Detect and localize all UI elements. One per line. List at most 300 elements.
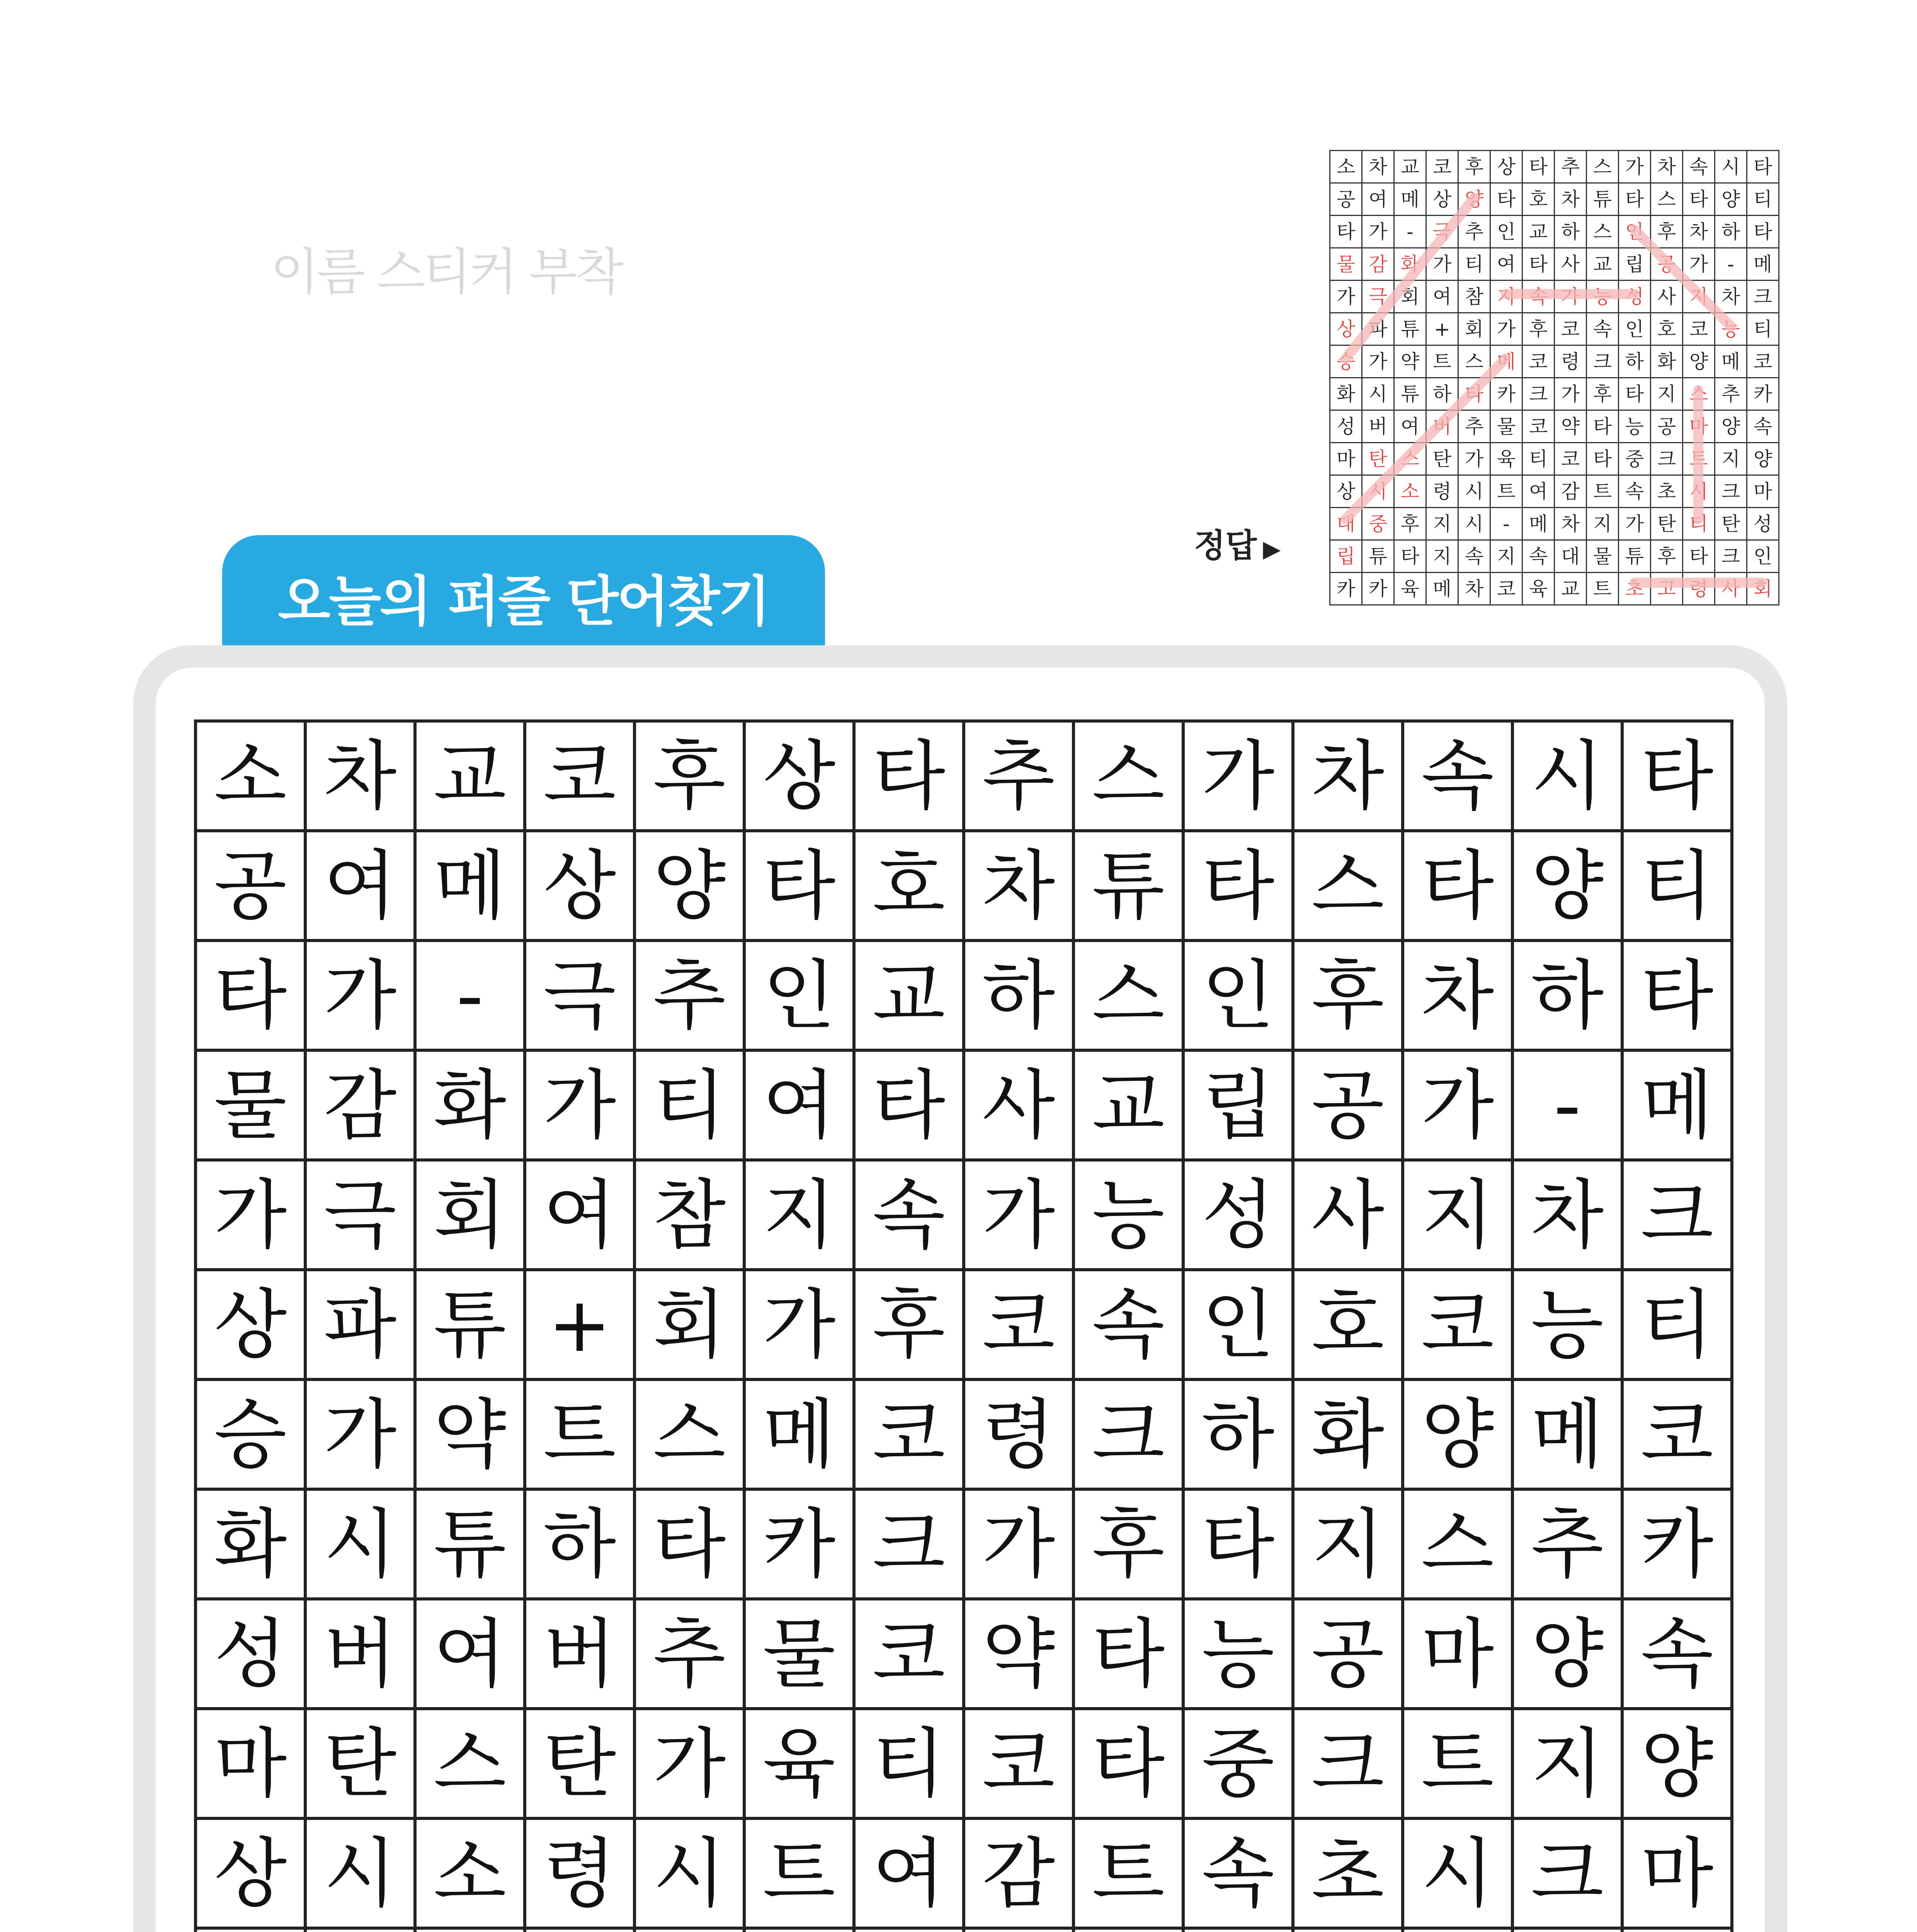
puzzle-cell[interactable] bbox=[1403, 1928, 1512, 1932]
answer-key-cell[interactable]: 양 bbox=[1715, 183, 1747, 216]
puzzle-cell[interactable]: 약 bbox=[415, 1379, 525, 1489]
answer-key-cell[interactable]: 스 bbox=[1651, 183, 1683, 216]
puzzle-cell[interactable]: 카 bbox=[1622, 1489, 1732, 1599]
puzzle-cell[interactable] bbox=[744, 1928, 854, 1932]
puzzle-cell[interactable]: 극 bbox=[525, 940, 634, 1050]
puzzle-cell[interactable]: 속 bbox=[854, 1160, 964, 1270]
puzzle-cell[interactable]: 차 bbox=[1403, 940, 1512, 1050]
puzzle-cell[interactable]: 스 bbox=[1293, 831, 1403, 940]
answer-key-cell[interactable]: 타 bbox=[1619, 183, 1651, 216]
answer-key-cell[interactable]: 속 bbox=[1747, 410, 1779, 443]
answer-key-cell[interactable]: 고 bbox=[1651, 573, 1683, 605]
answer-key-cell[interactable]: 지 bbox=[1715, 443, 1747, 475]
puzzle-cell[interactable]: 코 bbox=[964, 1709, 1073, 1818]
puzzle-cell[interactable]: 속 bbox=[1073, 1270, 1183, 1379]
answer-key-cell[interactable]: 타 bbox=[1490, 183, 1522, 216]
answer-key-cell[interactable]: - bbox=[1490, 508, 1522, 540]
answer-key-cell[interactable]: 속 bbox=[1619, 475, 1651, 508]
answer-key-cell[interactable]: 튜 bbox=[1394, 378, 1426, 410]
answer-key-cell[interactable]: 약 bbox=[1555, 410, 1587, 443]
puzzle-cell[interactable]: 가 bbox=[196, 1160, 305, 1270]
answer-key-cell[interactable]: 시 bbox=[1458, 475, 1490, 508]
puzzle-cell[interactable]: 상 bbox=[196, 1818, 305, 1928]
answer-key-cell[interactable]: 타 bbox=[1587, 443, 1619, 475]
answer-key-cell[interactable]: 메 bbox=[1715, 345, 1747, 378]
puzzle-cell[interactable]: 마 bbox=[1622, 1818, 1732, 1928]
answer-key-cell[interactable]: 양 bbox=[1683, 345, 1715, 378]
puzzle-cell[interactable]: 공 bbox=[196, 831, 305, 940]
answer-key-cell[interactable]: 물 bbox=[1490, 410, 1522, 443]
puzzle-cell[interactable]: 하 bbox=[1512, 940, 1622, 1050]
answer-key-cell[interactable]: 추 bbox=[1715, 378, 1747, 410]
answer-key-cell[interactable]: 대 bbox=[1330, 508, 1362, 540]
puzzle-cell[interactable]: 크 bbox=[1512, 1818, 1622, 1928]
answer-key-cell[interactable]: 카 bbox=[1362, 573, 1394, 605]
answer-key-cell[interactable]: 코 bbox=[1747, 345, 1779, 378]
puzzle-cell[interactable]: 크 bbox=[1293, 1709, 1403, 1818]
puzzle-cell[interactable]: 호 bbox=[1293, 1270, 1403, 1379]
puzzle-cell[interactable]: 타 bbox=[854, 1050, 964, 1160]
answer-key-cell[interactable]: 코 bbox=[1522, 410, 1555, 443]
puzzle-cell[interactable]: 지 bbox=[1293, 1489, 1403, 1599]
answer-key-cell[interactable]: 공 bbox=[1651, 410, 1683, 443]
answer-key-cell[interactable]: 하 bbox=[1426, 378, 1458, 410]
puzzle-cell[interactable]: 인 bbox=[1183, 1270, 1293, 1379]
answer-key-cell[interactable]: 차 bbox=[1362, 151, 1394, 183]
answer-key-cell[interactable]: 타 bbox=[1330, 216, 1362, 248]
puzzle-cell[interactable]: 탄 bbox=[305, 1709, 415, 1818]
answer-key-cell[interactable]: 속 bbox=[1522, 540, 1555, 573]
answer-key-cell[interactable]: 감 bbox=[1362, 248, 1394, 281]
answer-key-cell[interactable]: 가 bbox=[1330, 281, 1362, 313]
answer-key-cell[interactable]: 추 bbox=[1555, 151, 1587, 183]
puzzle-cell[interactable] bbox=[415, 1928, 525, 1932]
puzzle-cell[interactable]: 튜 bbox=[415, 1270, 525, 1379]
answer-key-cell[interactable]: 튜 bbox=[1619, 540, 1651, 573]
puzzle-cell[interactable]: 트 bbox=[1073, 1818, 1183, 1928]
puzzle-cell[interactable]: 추 bbox=[964, 721, 1073, 831]
answer-key-cell[interactable]: 사 bbox=[1555, 248, 1587, 281]
puzzle-cell[interactable]: 시 bbox=[305, 1818, 415, 1928]
answer-key-cell[interactable]: 화 bbox=[1651, 345, 1683, 378]
puzzle-cell[interactable]: 성 bbox=[1183, 1160, 1293, 1270]
answer-key-cell[interactable]: 인 bbox=[1490, 216, 1522, 248]
puzzle-cell[interactable]: 카 bbox=[744, 1489, 854, 1599]
answer-key-cell[interactable]: 버 bbox=[1362, 410, 1394, 443]
answer-key-cell[interactable]: 호 bbox=[1522, 183, 1555, 216]
answer-key-cell[interactable]: 티 bbox=[1522, 443, 1555, 475]
puzzle-cell[interactable]: 타 bbox=[1622, 721, 1732, 831]
puzzle-cell[interactable] bbox=[1293, 1928, 1403, 1932]
puzzle-cell[interactable]: 크 bbox=[1073, 1379, 1183, 1489]
puzzle-cell[interactable]: 가 bbox=[1403, 1050, 1512, 1160]
answer-key-cell[interactable]: 타 bbox=[1394, 540, 1426, 573]
answer-key-cell[interactable]: 육 bbox=[1490, 443, 1522, 475]
answer-key-cell[interactable]: 사 bbox=[1715, 573, 1747, 605]
answer-key-cell[interactable]: 상 bbox=[1426, 183, 1458, 216]
puzzle-cell[interactable]: 교 bbox=[1073, 1050, 1183, 1160]
puzzle-cell[interactable]: 지 bbox=[1403, 1160, 1512, 1270]
answer-key-cell[interactable]: 상 bbox=[1330, 475, 1362, 508]
answer-key-cell[interactable]: + bbox=[1426, 313, 1458, 345]
puzzle-cell[interactable]: 코 bbox=[1622, 1379, 1732, 1489]
answer-key-cell[interactable]: 지 bbox=[1490, 281, 1522, 313]
puzzle-cell[interactable]: 차 bbox=[964, 831, 1073, 940]
puzzle-cell[interactable]: 성 bbox=[196, 1599, 305, 1709]
answer-key-cell[interactable]: 상 bbox=[1490, 151, 1522, 183]
answer-key-cell[interactable]: 양 bbox=[1747, 443, 1779, 475]
answer-key-cell[interactable]: 화 bbox=[1330, 378, 1362, 410]
answer-key-cell[interactable]: 회 bbox=[1747, 573, 1779, 605]
puzzle-cell[interactable]: 크 bbox=[854, 1489, 964, 1599]
answer-key-cell[interactable]: 교 bbox=[1522, 216, 1555, 248]
answer-key-cell[interactable]: 카 bbox=[1490, 378, 1522, 410]
puzzle-cell[interactable]: 양 bbox=[1512, 831, 1622, 940]
answer-key-cell[interactable]: 소 bbox=[1394, 475, 1426, 508]
puzzle-cell[interactable]: 공 bbox=[1293, 1050, 1403, 1160]
answer-key-cell[interactable]: 상 bbox=[1330, 313, 1362, 345]
puzzle-cell[interactable]: 버 bbox=[525, 1599, 634, 1709]
puzzle-cell[interactable]: 메 bbox=[1512, 1379, 1622, 1489]
puzzle-cell[interactable]: 초 bbox=[1293, 1818, 1403, 1928]
answer-key-cell[interactable]: 여 bbox=[1522, 475, 1555, 508]
answer-key-cell[interactable]: 대 bbox=[1555, 540, 1587, 573]
puzzle-cell[interactable]: 인 bbox=[1183, 940, 1293, 1050]
answer-key-cell[interactable]: 양 bbox=[1715, 410, 1747, 443]
answer-key-cell[interactable]: 트 bbox=[1587, 475, 1619, 508]
puzzle-cell[interactable]: 타 bbox=[744, 831, 854, 940]
puzzle-cell[interactable]: 타 bbox=[634, 1489, 744, 1599]
answer-key-cell[interactable]: 타 bbox=[1619, 378, 1651, 410]
puzzle-cell[interactable] bbox=[196, 1928, 305, 1932]
answer-key-cell[interactable]: 가 bbox=[1683, 248, 1715, 281]
answer-key-cell[interactable]: 속 bbox=[1458, 540, 1490, 573]
answer-key-cell[interactable]: 지 bbox=[1683, 281, 1715, 313]
puzzle-cell[interactable]: 후 bbox=[1073, 1489, 1183, 1599]
answer-key-cell[interactable]: 교 bbox=[1555, 573, 1587, 605]
puzzle-cell[interactable]: 후 bbox=[634, 721, 744, 831]
answer-key-cell[interactable]: 시 bbox=[1362, 475, 1394, 508]
answer-key-cell[interactable]: 차 bbox=[1555, 183, 1587, 216]
answer-key-cell[interactable]: 차 bbox=[1555, 508, 1587, 540]
answer-key-cell[interactable]: 가 bbox=[1619, 151, 1651, 183]
answer-key-cell[interactable]: 메 bbox=[1394, 183, 1426, 216]
puzzle-cell[interactable]: 스 bbox=[1073, 940, 1183, 1050]
answer-key-cell[interactable]: 사 bbox=[1651, 281, 1683, 313]
answer-key-cell[interactable]: 중 bbox=[1362, 508, 1394, 540]
answer-key-cell[interactable]: 마 bbox=[1747, 475, 1779, 508]
puzzle-cell[interactable]: 가 bbox=[305, 1379, 415, 1489]
answer-key-cell[interactable]: 코 bbox=[1555, 443, 1587, 475]
answer-key-cell[interactable]: 코 bbox=[1522, 345, 1555, 378]
answer-key-cell[interactable]: 가 bbox=[1555, 281, 1587, 313]
puzzle-cell[interactable]: 소 bbox=[415, 1818, 525, 1928]
puzzle-cell[interactable]: 양 bbox=[634, 831, 744, 940]
puzzle-cell[interactable]: 하 bbox=[525, 1489, 634, 1599]
answer-key-cell[interactable]: 립 bbox=[1619, 248, 1651, 281]
puzzle-cell[interactable]: 화 bbox=[415, 1050, 525, 1160]
answer-key-cell[interactable]: 스 bbox=[1458, 345, 1490, 378]
answer-key-cell[interactable]: 인 bbox=[1747, 540, 1779, 573]
puzzle-cell[interactable]: 후 bbox=[1293, 940, 1403, 1050]
answer-key-cell[interactable]: 타 bbox=[1747, 151, 1779, 183]
answer-key-cell[interactable]: 지 bbox=[1587, 508, 1619, 540]
answer-key-cell[interactable]: - bbox=[1715, 248, 1747, 281]
puzzle-cell[interactable] bbox=[964, 1928, 1073, 1932]
puzzle-cell[interactable]: 능 bbox=[1512, 1270, 1622, 1379]
answer-key-cell[interactable]: 약 bbox=[1394, 345, 1426, 378]
answer-key-cell[interactable]: 중 bbox=[1619, 443, 1651, 475]
answer-key-cell[interactable]: 크 bbox=[1587, 345, 1619, 378]
answer-key-cell[interactable]: 마 bbox=[1683, 410, 1715, 443]
answer-key-cell[interactable]: 탄 bbox=[1715, 508, 1747, 540]
puzzle-cell[interactable]: 령 bbox=[964, 1379, 1073, 1489]
answer-key-cell[interactable]: 지 bbox=[1426, 540, 1458, 573]
answer-key-cell[interactable]: 육 bbox=[1394, 573, 1426, 605]
puzzle-cell[interactable]: 차 bbox=[1512, 1160, 1622, 1270]
answer-key-cell[interactable]: 성 bbox=[1330, 410, 1362, 443]
answer-key-cell[interactable]: 초 bbox=[1651, 475, 1683, 508]
answer-key-cell[interactable]: 메 bbox=[1747, 248, 1779, 281]
answer-key-cell[interactable]: 스 bbox=[1587, 151, 1619, 183]
answer-key-cell[interactable]: 버 bbox=[1426, 410, 1458, 443]
puzzle-cell[interactable]: 상 bbox=[744, 721, 854, 831]
puzzle-cell[interactable]: + bbox=[525, 1270, 634, 1379]
answer-key-cell[interactable]: 속 bbox=[1587, 313, 1619, 345]
puzzle-cell[interactable]: 화 bbox=[1293, 1379, 1403, 1489]
puzzle-cell[interactable]: 스 bbox=[1073, 721, 1183, 831]
answer-key-cell[interactable]: 회 bbox=[1394, 281, 1426, 313]
answer-key-cell[interactable]: 크 bbox=[1747, 281, 1779, 313]
puzzle-cell[interactable]: 감 bbox=[305, 1050, 415, 1160]
puzzle-cell[interactable]: 티 bbox=[1622, 1270, 1732, 1379]
puzzle-cell[interactable] bbox=[525, 1928, 634, 1932]
answer-key-cell[interactable]: 인 bbox=[1619, 216, 1651, 248]
answer-key-cell[interactable]: 여 bbox=[1426, 281, 1458, 313]
puzzle-cell[interactable]: 코 bbox=[525, 721, 634, 831]
answer-key-cell[interactable]: 교 bbox=[1587, 248, 1619, 281]
puzzle-cell[interactable]: 타 bbox=[1622, 940, 1732, 1050]
answer-key-cell[interactable]: 추 bbox=[1458, 410, 1490, 443]
answer-key-cell[interactable]: 하 bbox=[1555, 216, 1587, 248]
answer-key-cell[interactable]: 초 bbox=[1619, 573, 1651, 605]
puzzle-cell[interactable]: 메 bbox=[415, 831, 525, 940]
answer-key-cell[interactable]: 마 bbox=[1330, 443, 1362, 475]
puzzle-cell[interactable]: 추 bbox=[634, 940, 744, 1050]
answer-key-cell[interactable]: 티 bbox=[1747, 183, 1779, 216]
answer-key-cell[interactable]: 차 bbox=[1651, 151, 1683, 183]
puzzle-cell[interactable]: 탄 bbox=[525, 1709, 634, 1818]
puzzle-cell[interactable] bbox=[854, 1928, 964, 1932]
puzzle-cell[interactable]: 여 bbox=[525, 1160, 634, 1270]
answer-key-cell[interactable]: 타 bbox=[1587, 410, 1619, 443]
puzzle-cell[interactable]: 능 bbox=[1073, 1160, 1183, 1270]
puzzle-cell[interactable]: 차 bbox=[1293, 721, 1403, 831]
answer-key-cell[interactable]: 물 bbox=[1587, 540, 1619, 573]
answer-key-cell[interactable]: 육 bbox=[1522, 573, 1555, 605]
answer-key-cell[interactable]: 코 bbox=[1683, 313, 1715, 345]
answer-key-cell[interactable]: 크 bbox=[1522, 378, 1555, 410]
puzzle-cell[interactable]: 하 bbox=[964, 940, 1073, 1050]
puzzle-cell[interactable]: 스 bbox=[634, 1379, 744, 1489]
answer-key-cell[interactable]: 후 bbox=[1651, 216, 1683, 248]
puzzle-cell[interactable]: 중 bbox=[1183, 1709, 1293, 1818]
puzzle-cell[interactable]: 속 bbox=[1403, 721, 1512, 831]
answer-key-cell[interactable]: 여 bbox=[1394, 410, 1426, 443]
puzzle-cell[interactable]: 상 bbox=[196, 1270, 305, 1379]
puzzle-cell[interactable]: 티 bbox=[634, 1050, 744, 1160]
puzzle-cell[interactable]: 가 bbox=[964, 1489, 1073, 1599]
puzzle-cell[interactable]: 여 bbox=[415, 1599, 525, 1709]
answer-key-cell[interactable]: 속 bbox=[1683, 151, 1715, 183]
puzzle-cell[interactable]: 트 bbox=[744, 1818, 854, 1928]
answer-key-cell[interactable]: 화 bbox=[1394, 248, 1426, 281]
answer-key-cell[interactable]: 코 bbox=[1426, 151, 1458, 183]
answer-key-cell[interactable]: 크 bbox=[1651, 443, 1683, 475]
puzzle-cell[interactable]: 가 bbox=[1183, 721, 1293, 831]
puzzle-cell[interactable]: 회 bbox=[634, 1270, 744, 1379]
puzzle-cell[interactable]: 속 bbox=[1622, 1599, 1732, 1709]
answer-key-cell[interactable]: 후 bbox=[1587, 378, 1619, 410]
puzzle-cell[interactable]: 사 bbox=[1293, 1160, 1403, 1270]
puzzle-cell[interactable]: 마 bbox=[1403, 1599, 1512, 1709]
puzzle-cell[interactable]: 하 bbox=[1183, 1379, 1293, 1489]
answer-key-cell[interactable]: 양 bbox=[1458, 183, 1490, 216]
puzzle-cell[interactable]: 양 bbox=[1622, 1709, 1732, 1818]
answer-key-cell[interactable]: 공 bbox=[1330, 183, 1362, 216]
puzzle-cell[interactable]: 시 bbox=[305, 1489, 415, 1599]
puzzle-cell[interactable]: 시 bbox=[634, 1818, 744, 1928]
answer-key-cell[interactable]: 시 bbox=[1715, 151, 1747, 183]
answer-key-cell[interactable]: 파 bbox=[1362, 313, 1394, 345]
puzzle-cell[interactable] bbox=[305, 1928, 415, 1932]
answer-key-cell[interactable]: 차 bbox=[1715, 281, 1747, 313]
puzzle-cell[interactable]: 시 bbox=[1403, 1818, 1512, 1928]
puzzle-cell[interactable]: 차 bbox=[305, 721, 415, 831]
puzzle-cell[interactable]: 가 bbox=[744, 1270, 854, 1379]
puzzle-cell[interactable]: 타 bbox=[1183, 831, 1293, 940]
puzzle-cell[interactable]: 타 bbox=[1073, 1709, 1183, 1818]
puzzle-cell[interactable]: 메 bbox=[1622, 1050, 1732, 1160]
answer-key-cell[interactable]: 타 bbox=[1522, 248, 1555, 281]
answer-key-cell[interactable]: 회 bbox=[1458, 313, 1490, 345]
answer-key-cell[interactable]: 하 bbox=[1715, 216, 1747, 248]
answer-key-cell[interactable]: 티 bbox=[1683, 508, 1715, 540]
answer-key-cell[interactable]: 스 bbox=[1587, 216, 1619, 248]
puzzle-cell[interactable]: 추 bbox=[1512, 1489, 1622, 1599]
puzzle-cell[interactable]: 트 bbox=[1403, 1709, 1512, 1818]
puzzle-cell[interactable]: 교 bbox=[415, 721, 525, 831]
puzzle-cell[interactable]: 크 bbox=[1622, 1160, 1732, 1270]
answer-key-cell[interactable]: 크 bbox=[1715, 540, 1747, 573]
answer-key-cell[interactable]: 카 bbox=[1747, 378, 1779, 410]
puzzle-cell[interactable]: 사 bbox=[964, 1050, 1073, 1160]
puzzle-cell[interactable]: 교 bbox=[854, 940, 964, 1050]
puzzle-cell[interactable]: - bbox=[415, 940, 525, 1050]
answer-key-cell[interactable]: 트 bbox=[1490, 475, 1522, 508]
answer-key-cell[interactable]: 극 bbox=[1426, 216, 1458, 248]
answer-key-cell[interactable]: 가 bbox=[1619, 508, 1651, 540]
answer-key-cell[interactable]: 참 bbox=[1458, 281, 1490, 313]
answer-key-cell[interactable]: 탄 bbox=[1362, 443, 1394, 475]
answer-key-cell[interactable]: 능 bbox=[1619, 410, 1651, 443]
puzzle-cell[interactable]: 티 bbox=[854, 1709, 964, 1818]
answer-key-cell[interactable]: 령 bbox=[1426, 475, 1458, 508]
answer-key-cell[interactable]: 타 bbox=[1683, 540, 1715, 573]
answer-key-cell[interactable]: 승 bbox=[1330, 345, 1362, 378]
puzzle-cell[interactable]: - bbox=[1512, 1050, 1622, 1160]
answer-key-cell[interactable]: 가 bbox=[1426, 248, 1458, 281]
puzzle-cell[interactable]: 회 bbox=[415, 1160, 525, 1270]
answer-key-cell[interactable]: 가 bbox=[1458, 443, 1490, 475]
puzzle-cell[interactable]: 상 bbox=[525, 831, 634, 940]
answer-key-cell[interactable]: 가 bbox=[1362, 216, 1394, 248]
answer-key-cell[interactable]: 타 bbox=[1458, 378, 1490, 410]
puzzle-cell[interactable]: 물 bbox=[196, 1050, 305, 1160]
answer-key-cell[interactable]: 스 bbox=[1683, 378, 1715, 410]
puzzle-cell[interactable]: 가 bbox=[634, 1709, 744, 1818]
puzzle-cell[interactable]: 지 bbox=[1512, 1709, 1622, 1818]
answer-key-cell[interactable]: 메 bbox=[1426, 573, 1458, 605]
puzzle-cell[interactable]: 코 bbox=[854, 1379, 964, 1489]
puzzle-cell[interactable]: 승 bbox=[196, 1379, 305, 1489]
puzzle-cell[interactable]: 여 bbox=[854, 1818, 964, 1928]
answer-key-cell[interactable]: 호 bbox=[1651, 313, 1683, 345]
puzzle-cell[interactable]: 극 bbox=[305, 1160, 415, 1270]
puzzle-cell[interactable]: 양 bbox=[1403, 1379, 1512, 1489]
answer-key-cell[interactable]: 코 bbox=[1555, 313, 1587, 345]
puzzle-cell[interactable]: 튜 bbox=[415, 1489, 525, 1599]
answer-key-cell[interactable]: 후 bbox=[1651, 540, 1683, 573]
answer-key-cell[interactable]: 가 bbox=[1490, 313, 1522, 345]
puzzle-cell[interactable]: 여 bbox=[305, 831, 415, 940]
puzzle-cell[interactable]: 타 bbox=[1403, 831, 1512, 940]
puzzle-cell[interactable]: 마 bbox=[196, 1709, 305, 1818]
answer-key-cell[interactable]: 감 bbox=[1555, 475, 1587, 508]
answer-key-cell[interactable]: 령 bbox=[1555, 345, 1587, 378]
puzzle-cell[interactable]: 메 bbox=[744, 1379, 854, 1489]
puzzle-cell[interactable]: 타 bbox=[196, 940, 305, 1050]
puzzle-cell[interactable]: 지 bbox=[744, 1160, 854, 1270]
puzzle-cell[interactable]: 추 bbox=[634, 1599, 744, 1709]
answer-key-cell[interactable]: 립 bbox=[1330, 540, 1362, 573]
answer-key-cell[interactable]: 차 bbox=[1683, 216, 1715, 248]
puzzle-cell[interactable]: 타 bbox=[1183, 1489, 1293, 1599]
puzzle-cell[interactable]: 후 bbox=[854, 1270, 964, 1379]
puzzle-cell[interactable]: 육 bbox=[744, 1709, 854, 1818]
answer-key-cell[interactable]: 크 bbox=[1715, 475, 1747, 508]
puzzle-cell[interactable]: 코 bbox=[964, 1270, 1073, 1379]
puzzle-cell[interactable]: 파 bbox=[305, 1270, 415, 1379]
answer-key-cell[interactable]: 트 bbox=[1587, 573, 1619, 605]
answer-key-cell[interactable]: 트 bbox=[1426, 345, 1458, 378]
answer-key-cell[interactable]: 성 bbox=[1619, 281, 1651, 313]
answer-key-cell[interactable]: 성 bbox=[1747, 508, 1779, 540]
puzzle-cell[interactable]: 립 bbox=[1183, 1050, 1293, 1160]
answer-key-cell[interactable]: 인 bbox=[1619, 313, 1651, 345]
puzzle-cell[interactable]: 가 bbox=[964, 1160, 1073, 1270]
puzzle-cell[interactable]: 시 bbox=[1512, 721, 1622, 831]
answer-key-cell[interactable]: 튜 bbox=[1394, 313, 1426, 345]
answer-key-cell[interactable]: 가 bbox=[1555, 378, 1587, 410]
puzzle-cell[interactable]: 타 bbox=[854, 721, 964, 831]
puzzle-cell[interactable] bbox=[1073, 1928, 1183, 1932]
puzzle-cell[interactable]: 코 bbox=[1403, 1270, 1512, 1379]
puzzle-cell[interactable]: 인 bbox=[744, 940, 854, 1050]
puzzle-cell[interactable] bbox=[634, 1928, 744, 1932]
puzzle-cell[interactable]: 령 bbox=[525, 1818, 634, 1928]
puzzle-cell[interactable]: 티 bbox=[1622, 831, 1732, 940]
